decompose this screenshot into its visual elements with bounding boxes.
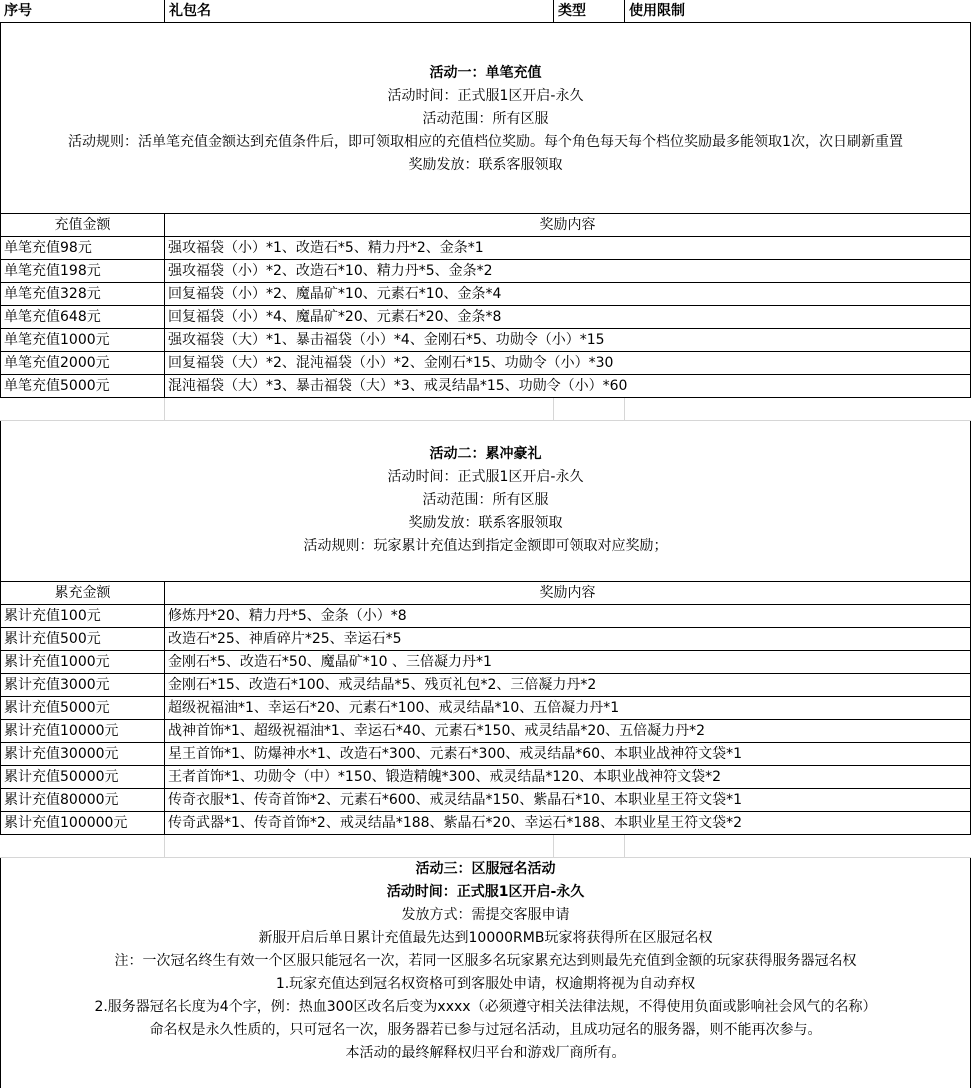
amount-cell[interactable]: 单笔充值1000元 [1,329,165,351]
activity1-amount-header[interactable]: 充值金额 [1,214,165,236]
table-row [0,720,971,743]
reward-cell[interactable]: 星王首饰*1、防爆神水*1、改造石*300、元素石*300、戒灵结晶*60、本职业战神符文袋*1 [168,746,742,762]
amount-cell[interactable]: 累计充值50000元 [1,766,165,788]
amount-cell[interactable]: 累计充值100000元 [1,812,165,834]
table-row [0,674,971,697]
reward-cell[interactable]: 传奇衣服*1、传奇首饰*2、元素石*600、戒灵结晶*150、紫晶石*10、本职业星王符文袋*1 [168,792,742,808]
table-row [0,697,971,720]
reward-cell[interactable]: 战神首饰*1、超级祝福油*1、幸运石*40、元素石*150、戒灵结晶*20、五倍凝力丹*2 [168,723,706,739]
amount-cell[interactable]: 累计充值3000元 [1,674,165,696]
empty-cell[interactable] [554,398,625,420]
header-usage-limit[interactable]: 使用限制 [629,3,685,19]
empty-cell[interactable] [0,398,165,420]
activity3-line2: 注：一次冠名终生有效一个区服只能冠名一次，若同一区服多名玩家累充达到则最先充值到金额的玩家获得服务器冠名权 [114,953,857,969]
header-pack-name[interactable]: 礼包名 [165,0,554,22]
activity1-table-header [0,214,971,237]
table-row [0,260,971,283]
empty-cell[interactable] [165,398,554,420]
table-row [0,237,971,260]
table-row [0,651,971,674]
amount-cell[interactable]: 累计充值5000元 [1,697,165,719]
amount-cell[interactable]: 累计充值30000元 [1,743,165,765]
reward-cell[interactable]: 回复福袋（小）*4、魔晶矿*20、元素石*20、金条*8 [168,309,502,325]
reward-cell[interactable]: 强攻福袋（小）*2、改造石*10、精力丹*5、金条*2 [168,263,493,279]
reward-cell[interactable]: 金刚石*15、改造石*100、戒灵结晶*5、残页礼包*2、三倍凝力丹*2 [168,677,597,693]
amount-cell[interactable]: 单笔充值648元 [1,306,165,328]
activity3-line5: 命名权是永久性质的，只可冠名一次，服务器若已参与过冠名活动，且成功冠名的服务器，则不能再次参与。 [149,1022,822,1038]
table-row [0,628,971,651]
reward-cell[interactable]: 金刚石*5、改造石*50、魔晶矿*10 、三倍凝力丹*1 [168,654,492,670]
reward-cell[interactable]: 修炼丹*20、精力丹*5、金条（小）*8 [168,608,407,624]
activity1-distribution: 奖励发放：联系客服领取 [408,157,563,173]
activity3-title: 活动三：区服冠名活动 [415,861,556,877]
activity2-time: 活动时间：正式服1区开启-永久 [387,469,584,485]
reward-cell[interactable]: 改造石*25、神盾碎片*25、幸运石*5 [168,631,402,647]
activity1-time: 活动时间：正式服1区开启-永久 [387,88,584,104]
reward-cell[interactable]: 强攻福袋（小）*1、改造石*5、精力丹*2、金条*1 [168,240,484,256]
amount-cell[interactable]: 单笔充值2000元 [1,352,165,374]
activity3-line6: 本活动的最终解释权归平台和游戏厂商所有。 [345,1045,626,1061]
empty-cell[interactable] [165,835,554,857]
activity1-rules: 活动规则：活单笔充值金额达到充值条件后，即可领取相应的充值档位奖励。每个角色每天每个档位奖励最多能领取1次，次日刷新重置 [68,134,903,150]
amount-cell[interactable]: 单笔充值98元 [1,237,165,259]
empty-cell[interactable] [0,835,165,857]
amount-cell[interactable]: 累计充值100元 [1,605,165,627]
activity2-reward-header[interactable]: 奖励内容 [539,585,596,601]
activity2-scope: 活动范围：所有区服 [422,492,549,508]
reward-cell[interactable]: 强攻福袋（大）*1、暴击福袋（小）*4、金刚石*5、功勋令（小）*15 [168,332,605,348]
header-index[interactable]: 序号 [0,0,165,22]
header-row [0,0,971,23]
reward-cell[interactable]: 超级祝福油*1、幸运石*20、元素石*100、戒灵结晶*10、五倍凝力丹*1 [168,700,620,716]
activity3-line3: 1.玩家充值达到冠名权资格可到客服处申请，权逾期将视为自动弃权 [275,976,696,992]
amount-cell[interactable]: 单笔充值198元 [1,260,165,282]
reward-cell[interactable]: 传奇武器*1、传奇首饰*2、戒灵结晶*188、紫晶石*20、幸运石*188、本职业星王符文袋*2 [168,815,742,831]
activity2-amount-header[interactable]: 累充金额 [1,582,165,604]
table-row [0,605,971,628]
activity1-title: 活动一：单笔充值 [429,65,542,81]
reward-cell[interactable]: 王者首饰*1、功勋令（中）*150、锻造精魄*300、戒灵结晶*120、本职业战神符文袋*2 [168,769,721,785]
amount-cell[interactable]: 累计充值80000元 [1,789,165,811]
activity3-description [0,858,971,1088]
reward-cell[interactable]: 回复福袋（大）*2、混沌福袋（小）*2、金刚石*15、功勋令（小）*30 [168,355,614,371]
table-row [0,789,971,812]
empty-row [0,398,971,421]
table-row [0,283,971,306]
amount-cell[interactable]: 累计充值10000元 [1,720,165,742]
table-row [0,766,971,789]
reward-cell[interactable]: 混沌福袋（大）*3、暴击福袋（大）*3、戒灵结晶*15、功勋令（小）*60 [168,378,628,394]
empty-cell[interactable] [625,398,971,420]
activity2-rules: 活动规则：玩家累计充值达到指定金额即可领取对应奖励； [303,538,668,554]
table-row [0,329,971,352]
amount-cell[interactable]: 单笔充值328元 [1,283,165,305]
empty-cell[interactable] [625,835,971,857]
activity2-table-header [0,582,971,605]
activity1-scope: 活动范围：所有区服 [422,111,549,127]
activity3-line4: 2.服务器冠名长度为4个字，例：热血300区改名后变为xxxx（必须遵守相关法律法规，不得使用负面或影响社会风气的名称） [94,999,877,1015]
reward-cell[interactable]: 回复福袋（小）*2、魔晶矿*10、元素石*10、金条*4 [168,286,502,302]
amount-cell[interactable]: 累计充值1000元 [1,651,165,673]
activity2-title: 活动二：累冲豪礼 [429,446,542,462]
amount-cell[interactable]: 累计充值500元 [1,628,165,650]
activity3-time: 活动时间：正式服1区开启-永久 [386,884,585,900]
activity2-distribution: 奖励发放：联系客服领取 [408,515,563,531]
table-row [0,743,971,766]
table-row [0,352,971,375]
activity3-method: 发放方式：需提交客服申请 [401,907,570,923]
table-row [0,375,971,398]
activity3-line1: 新服开启后单日累计充值最先达到10000RMB玩家将获得所在区服冠名权 [258,930,713,946]
header-type[interactable]: 类型 [554,0,625,22]
empty-cell[interactable] [554,835,625,857]
empty-row [0,835,971,858]
amount-cell[interactable]: 单笔充值5000元 [1,375,165,397]
activity1-reward-header[interactable]: 奖励内容 [539,217,596,233]
table-row [0,306,971,329]
table-row [0,812,971,835]
activity1-description [0,23,971,214]
activity2-description [0,421,971,582]
